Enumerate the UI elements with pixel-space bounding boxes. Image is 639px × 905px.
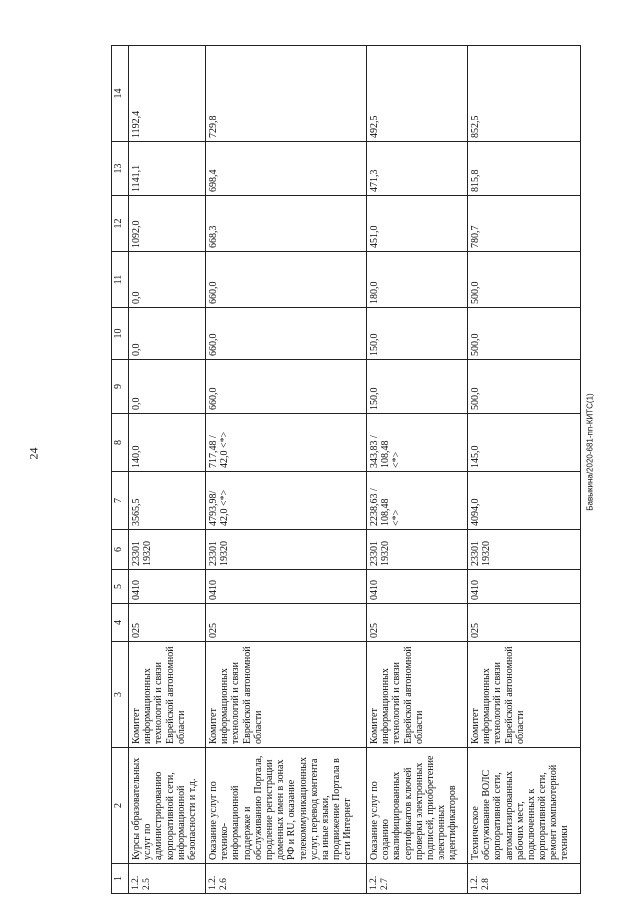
table-cell: 717,48 / 42,0 <*> xyxy=(206,414,367,472)
column-header: 11 xyxy=(112,252,129,308)
table-cell: Комитет информационных технологий и связи Еврейской автономной области xyxy=(206,642,367,748)
table-cell: 0,0 xyxy=(129,252,206,308)
table-cell: 343,83 / 108,48 <*> xyxy=(366,414,467,472)
page-number: 24 xyxy=(26,447,41,460)
table-cell: Оказание услуг по созданию квалифицированных сертификатов ключей проверки электронных подписей, приобретение электронных идентификаторов xyxy=(366,748,467,864)
table-cell: 025 xyxy=(366,604,467,642)
table-cell: 1.2. 2.8 xyxy=(467,864,580,894)
table-cell: 23301 19320 xyxy=(129,530,206,570)
table-cell: 660,0 xyxy=(206,252,367,308)
table-cell: 815,8 xyxy=(467,142,580,196)
table-cell: 0410 xyxy=(129,570,206,604)
column-header: 1 xyxy=(112,864,129,894)
table-row xyxy=(206,46,367,894)
table-cell: 4094,0 xyxy=(467,472,580,530)
table-cell: 0410 xyxy=(467,570,580,604)
table-cell: 23301 19320 xyxy=(366,530,467,570)
table-cell: 492,5 xyxy=(366,46,467,142)
table-cell: 471,3 xyxy=(366,142,467,196)
table-cell: 150,0 xyxy=(366,360,467,414)
table-cell: 2238,63 / 108,48 <*> xyxy=(366,472,467,530)
table-cell: 025 xyxy=(467,604,580,642)
table-cell: 500,0 xyxy=(467,308,580,360)
table-row xyxy=(467,46,580,894)
document-code: Бавыкина/2020-681-пп-КИТС(1) xyxy=(585,393,595,511)
table-cell: Комитет информационных технологий и связи Еврейской автономной области xyxy=(467,642,580,748)
table-cell: 23301 19320 xyxy=(206,530,367,570)
table-cell: 0410 xyxy=(366,570,467,604)
table-cell: Комитет информационных технологий и связи Еврейской автономной области xyxy=(366,642,467,748)
table-cell: 451,0 xyxy=(366,196,467,252)
table-cell: 1.2. 2.7 xyxy=(366,864,467,894)
table-cell: 3565,5 xyxy=(129,472,206,530)
column-header: 9 xyxy=(112,360,129,414)
rotated-table-wrapper xyxy=(111,46,581,894)
column-header: 4 xyxy=(112,604,129,642)
table-cell: 0,0 xyxy=(129,360,206,414)
table-cell: 150,0 xyxy=(366,308,467,360)
table-cell: Курсы образовательных услуг по администрированию корпоративной сети, информационной безопасности и т.д. xyxy=(129,748,206,864)
table-cell: 1092,0 xyxy=(129,196,206,252)
table-cell: 23301 19320 xyxy=(467,530,580,570)
column-header: 7 xyxy=(112,472,129,530)
table-cell: 1.2. 2.5 xyxy=(129,864,206,894)
table-cell: Техническое обслуживание ВОЛС корпоративной сети, автоматизированных рабочих мест, подключенных к корпоративной сети, ремонт компьютерной техники xyxy=(467,748,580,864)
table-cell: Оказание услуг по технико-информационной поддержке и обслуживанию Портала, продление регистрации доменных имен в зонах РФ и RU, оказание телекоммуникационных услуг, перевод контента на иные языки, продвижение Портала в сети Интернет xyxy=(206,748,367,864)
table-row xyxy=(366,46,467,894)
column-header: 5 xyxy=(112,570,129,604)
table-cell: 180,0 xyxy=(366,252,467,308)
table-cell: 0,0 xyxy=(129,308,206,360)
table-cell: Комитет информационных технологий и связи Еврейской автономной области xyxy=(129,642,206,748)
column-header: 6 xyxy=(112,530,129,570)
column-header: 10 xyxy=(112,308,129,360)
table-cell: 698,4 xyxy=(206,142,367,196)
table-cell: 140,0 xyxy=(129,414,206,472)
table-cell: 660,0 xyxy=(206,360,367,414)
table-cell: 1.2. 2.6 xyxy=(206,864,367,894)
table-cell: 145,0 xyxy=(467,414,580,472)
table-cell: 1192,4 xyxy=(129,46,206,142)
table-cell: 025 xyxy=(129,604,206,642)
table-cell: 668,3 xyxy=(206,196,367,252)
column-header: 13 xyxy=(112,142,129,196)
column-header: 14 xyxy=(112,46,129,142)
table-cell: 852,5 xyxy=(467,46,580,142)
column-header: 12 xyxy=(112,196,129,252)
column-header: 8 xyxy=(112,414,129,472)
table-row xyxy=(129,46,206,894)
column-header: 3 xyxy=(112,642,129,748)
table-cell: 1141,1 xyxy=(129,142,206,196)
budget-table xyxy=(111,45,581,894)
table-cell: 660,0 xyxy=(206,308,367,360)
table-cell: 0410 xyxy=(206,570,367,604)
table-cell: 025 xyxy=(206,604,367,642)
table-cell: 729,8 xyxy=(206,46,367,142)
table-cell: 780,7 xyxy=(467,196,580,252)
table-cell: 500,0 xyxy=(467,360,580,414)
table-cell: 500,0 xyxy=(467,252,580,308)
header-row xyxy=(112,46,129,894)
table-cell: 4793,98/ 42,0 <*> xyxy=(206,472,367,530)
column-header: 2 xyxy=(112,748,129,864)
